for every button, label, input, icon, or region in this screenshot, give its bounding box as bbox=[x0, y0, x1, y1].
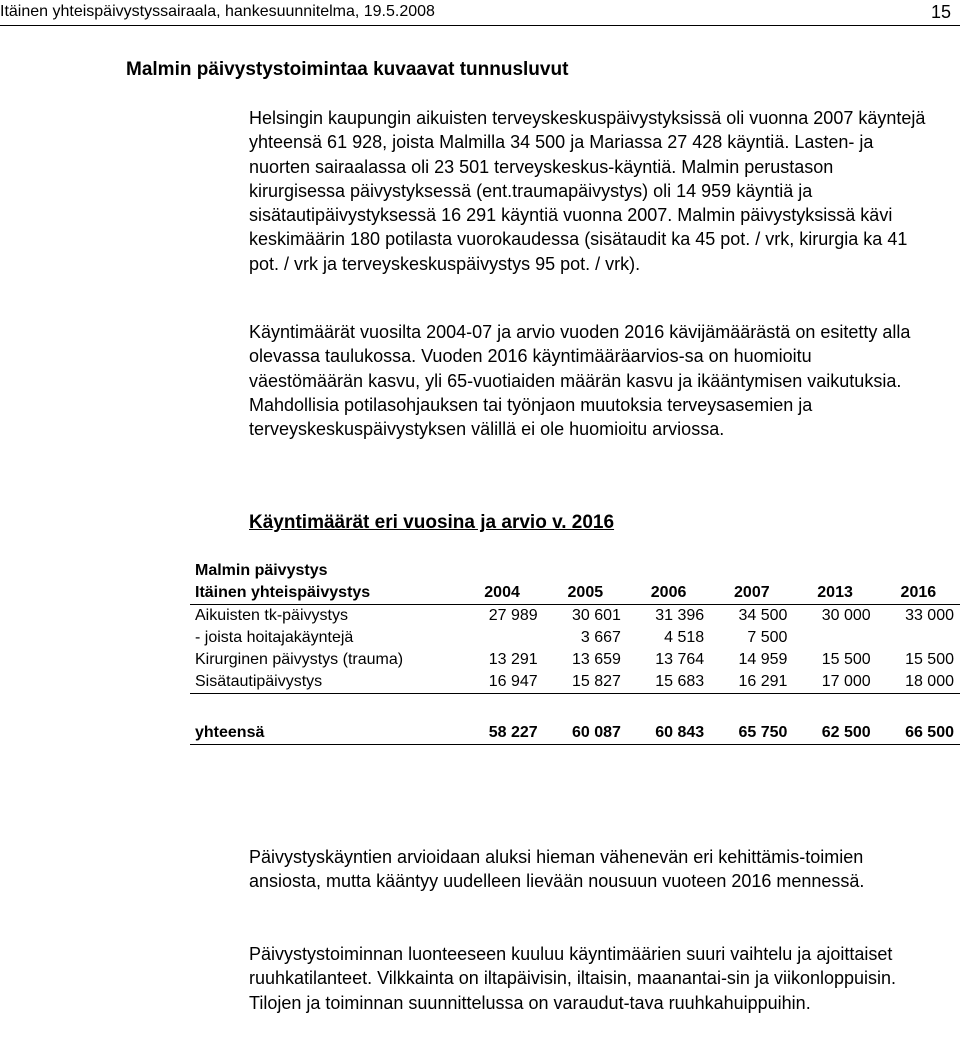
paragraph-peaks: Päivystystoiminnan luonteeseen kuuluu käyntimäärien suuri vaihtelu ja ajoittaiset ruuhkatilanteet. Vilkkainta on iltapäivisin, iltaisin, maanantai-sin ja viikonloppuisin. Tilojen ja toiminnan suunnittelussa on varaudut-tava ruuhkahuippuihin. bbox=[249, 944, 897, 1013]
table-cell: 17 000 bbox=[793, 671, 876, 694]
table-cell: 4 518 bbox=[664, 629, 705, 646]
year-header: 2004 bbox=[460, 582, 543, 605]
total-cell: 58 227 bbox=[460, 722, 543, 745]
header-title: Itäinen yhteispäivystyssairaala, hankesuunnitelma, 19.5.2008 bbox=[0, 3, 435, 20]
table-cell: 27 989 bbox=[488, 607, 538, 624]
page-number: 15 bbox=[930, 2, 951, 22]
year-header: 2013 bbox=[793, 582, 876, 605]
table-cell: 30 601 bbox=[572, 607, 621, 624]
table-row bbox=[190, 605, 960, 628]
total-cell: 66 500 bbox=[877, 722, 960, 745]
year-header: 2007 bbox=[710, 582, 793, 605]
table-row bbox=[190, 649, 960, 671]
paragraph-visits-2007: Helsingin kaupungin aikuisten terveyskeskuspäivystyksissä oli vuonna 2007 käyntejä yhteensä 61 928, joista Malmilla 34 500 ja Mariassa 27 428 käyntiä. Lasten- ja nuorten sairaalassa oli 23 501 terveyskeskus-käyntiä. Malmin perustason kirurgisessa päivystyksessä (ent.traumapäivystys) oli 14 959 käyntiä ja sisätautipäivystyksessä 16 291 käyntiä vuonna 2007. Malmin päivystyksissä kävi keskimäärin 180 potilasta vuorokaudessa (sisätaudit ka 45 pot. / vrk, kirurgia ka 41 pot. / vrk ja terveyskeskuspäivystys 95 pot. / vrk). bbox=[249, 108, 926, 274]
paragraph-trend: Päivystyskäyntien arvioidaan aluksi hieman vähenevän eri kehittämis-toimien ansiosta, mutta kääntyy uudelleen lievään nousuun vuoteen 2016 mennessä. bbox=[249, 847, 865, 892]
row-label: Aikuisten tk-päivystys bbox=[195, 607, 348, 624]
table-cell: 7 500 bbox=[747, 629, 788, 646]
total-label: yhteensä bbox=[190, 722, 460, 745]
table-cell: 13 291 bbox=[488, 651, 538, 668]
table-title: Käyntimäärät eri vuosina ja arvio v. 2016 bbox=[249, 512, 615, 533]
year-header: 2016 bbox=[877, 582, 960, 605]
table-cell: 15 683 bbox=[627, 671, 710, 694]
table-cell: 14 959 bbox=[738, 651, 788, 668]
table-row bbox=[190, 671, 960, 694]
table-cell: 30 000 bbox=[821, 607, 871, 624]
table-cell: 15 500 bbox=[905, 651, 954, 668]
total-cell: 60 843 bbox=[627, 722, 710, 745]
visits-table bbox=[190, 560, 960, 745]
table-cell: 34 500 bbox=[738, 607, 788, 624]
table-header-row bbox=[190, 582, 960, 605]
table-cell: 18 000 bbox=[877, 671, 960, 694]
table-row bbox=[190, 627, 960, 649]
row-label: Kirurginen päivystys (trauma) bbox=[195, 651, 404, 668]
table-caption-malmi: Malmin päivystys bbox=[195, 562, 328, 579]
table-caption-itainen: Itäinen yhteispäivystys bbox=[190, 582, 460, 605]
paragraph-estimate-2016: Käyntimäärät vuosilta 2004-07 ja arvio vuoden 2016 kävijämäärästä on esitetty alla olevassa taulukossa. Vuoden 2016 käyntimääräarvios-sa on huomioitu väestömäärän kasvu, yli 65-vuotiaiden määrän kasvu ja ikääntymisen vaikutuksia. Mahdollisia potilasohjauksen tai työnjaon muutoksia terveysasemien ja terveyskeskuspäivystyksen välillä ei ole huomioitu arviossa. bbox=[249, 322, 911, 440]
table-total-row bbox=[190, 722, 960, 745]
total-cell: 62 500 bbox=[793, 722, 876, 745]
total-cell: 65 750 bbox=[710, 722, 793, 745]
year-header: 2006 bbox=[627, 582, 710, 605]
table-cell: 16 947 bbox=[460, 671, 543, 694]
table-cell: 3 667 bbox=[580, 629, 621, 646]
table-cell bbox=[877, 627, 960, 649]
table-cell: 13 659 bbox=[572, 651, 621, 668]
table-cell bbox=[460, 627, 543, 649]
table-cell: 13 764 bbox=[655, 651, 705, 668]
table-spacer-row bbox=[190, 694, 960, 723]
year-header: 2005 bbox=[544, 582, 627, 605]
table-cell: 33 000 bbox=[905, 607, 954, 624]
table-cell: 31 396 bbox=[655, 607, 705, 624]
total-cell: 60 087 bbox=[544, 722, 627, 745]
table-cell: 16 291 bbox=[710, 671, 793, 694]
table-cell: 15 500 bbox=[821, 651, 871, 668]
header-divider bbox=[0, 25, 960, 26]
table-cell bbox=[793, 627, 876, 649]
table-cell: 15 827 bbox=[544, 671, 627, 694]
row-label: Sisätautipäivystys bbox=[190, 671, 460, 694]
row-label: - joista hoitajakäyntejä bbox=[195, 629, 354, 646]
table-caption-row bbox=[190, 560, 960, 582]
section-heading: Malmin päivystystoimintaa kuvaavat tunnusluvut bbox=[126, 59, 569, 80]
